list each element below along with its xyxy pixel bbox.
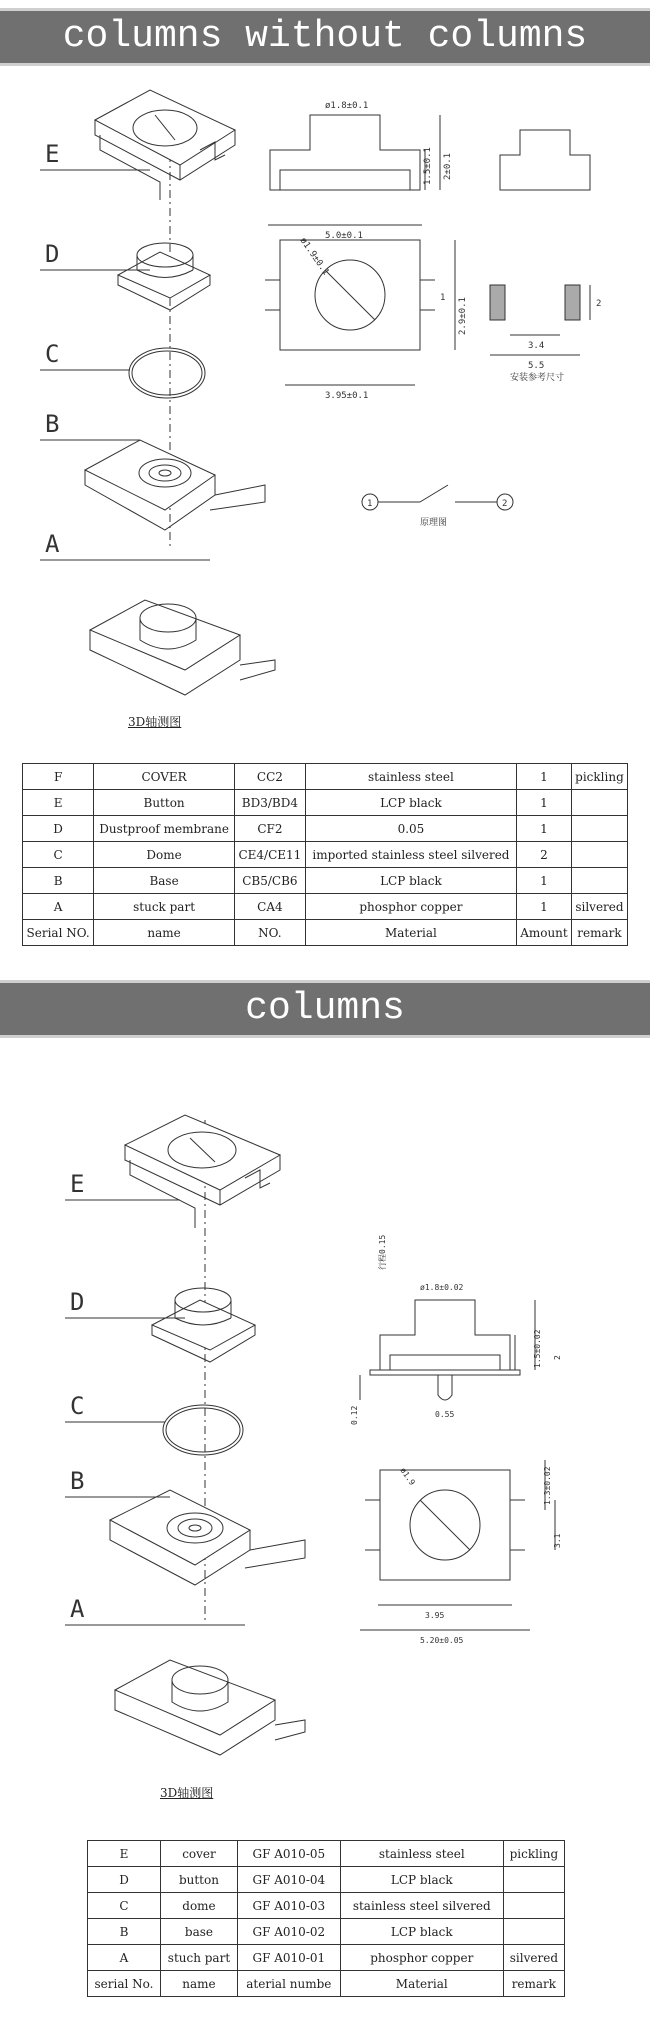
table-row bbox=[23, 894, 628, 920]
table-cell: LCP black bbox=[340, 1867, 503, 1893]
table-cell: aterial numbe bbox=[237, 1971, 340, 1997]
pin-label: 1 bbox=[367, 499, 373, 509]
table-cell: phosphor copper bbox=[340, 1945, 503, 1971]
dim-label: 3.4 bbox=[528, 341, 545, 351]
table-cell: 1 bbox=[517, 764, 572, 790]
install-label: 安装参考尺寸 bbox=[510, 373, 565, 383]
pin-label: 2 bbox=[502, 499, 508, 509]
part-label-b: B bbox=[45, 410, 60, 438]
table-cell: cover bbox=[161, 1841, 238, 1867]
table-cell bbox=[503, 1919, 564, 1945]
table-cell: dome bbox=[161, 1893, 238, 1919]
table-row bbox=[88, 1841, 565, 1867]
part-label-d: D bbox=[70, 1288, 85, 1316]
dim-label: 1.3±0.02 bbox=[543, 1466, 552, 1505]
dim-label: 5.0±0.1 bbox=[325, 231, 363, 241]
table-cell: 1 bbox=[517, 816, 572, 842]
table-cell: Dustproof membrane bbox=[94, 816, 235, 842]
table-cell: D bbox=[88, 1867, 161, 1893]
table-cell: Dome bbox=[94, 842, 235, 868]
table-cell: GF A010-05 bbox=[237, 1841, 340, 1867]
table-cell: phosphor copper bbox=[305, 894, 516, 920]
table-row bbox=[88, 1867, 565, 1893]
exploded-diagram-1 bbox=[0, 70, 650, 750]
part-label-c: C bbox=[70, 1392, 85, 1420]
dim-label: 5.20±0.05 bbox=[420, 1636, 464, 1645]
table-cell: Serial NO. bbox=[23, 920, 94, 946]
table-cell: GF A010-04 bbox=[237, 1867, 340, 1893]
table-row bbox=[23, 816, 628, 842]
part-label-e: E bbox=[70, 1170, 85, 1198]
table-cell: LCP black bbox=[305, 868, 516, 894]
table-cell bbox=[503, 1867, 564, 1893]
dim-label: ø1.8±0.1 bbox=[325, 101, 369, 111]
table-cell: CF2 bbox=[234, 816, 305, 842]
figure-caption: 3D轴测图 bbox=[128, 715, 182, 729]
table-row bbox=[88, 1893, 565, 1919]
table-cell: GF A010-03 bbox=[237, 1893, 340, 1919]
part-label-a: A bbox=[70, 1595, 85, 1623]
table-cell: pickling bbox=[571, 764, 627, 790]
table-cell: E bbox=[23, 790, 94, 816]
dim-label: 2 bbox=[596, 299, 602, 309]
table-cell: 1 bbox=[517, 894, 572, 920]
table-cell: B bbox=[23, 868, 94, 894]
section-title-banner bbox=[0, 8, 650, 66]
table-cell: Material bbox=[340, 1971, 503, 1997]
dim-label: 0.12 bbox=[350, 1405, 359, 1425]
table-cell: pickling bbox=[503, 1841, 564, 1867]
table-cell: 2 bbox=[517, 842, 572, 868]
parts-table bbox=[22, 763, 628, 946]
table-row bbox=[88, 1945, 565, 1971]
table-cell: stuch part bbox=[161, 1945, 238, 1971]
table-cell: stainless steel bbox=[340, 1841, 503, 1867]
table-cell: A bbox=[88, 1945, 161, 1971]
dim-label: 1.5±0.02 bbox=[533, 1329, 542, 1368]
table-cell: serial No. bbox=[88, 1971, 161, 1997]
dim-label: 2.9±0.1 bbox=[458, 297, 468, 335]
table-cell: Button bbox=[94, 790, 235, 816]
table-cell bbox=[571, 868, 627, 894]
table-cell: GF A010-01 bbox=[237, 1945, 340, 1971]
table-row bbox=[23, 764, 628, 790]
table-cell bbox=[571, 842, 627, 868]
parts-table bbox=[87, 1840, 565, 1997]
dim-label: ø1.9±0.1 bbox=[297, 235, 331, 278]
part-label-e: E bbox=[45, 140, 60, 168]
figure-caption: 3D轴测图 bbox=[160, 1786, 214, 1800]
table-cell: imported stainless steel silvered bbox=[305, 842, 516, 868]
table-cell: CC2 bbox=[234, 764, 305, 790]
table-row bbox=[23, 842, 628, 868]
table-cell: COVER bbox=[94, 764, 235, 790]
table-cell: 1 bbox=[517, 790, 572, 816]
table-row bbox=[88, 1971, 565, 1997]
table-cell: base bbox=[161, 1919, 238, 1945]
table-cell: remark bbox=[571, 920, 627, 946]
table-cell: F bbox=[23, 764, 94, 790]
table-cell: stainless steel silvered bbox=[340, 1893, 503, 1919]
dim-label: 1 bbox=[440, 293, 446, 303]
table-cell: Amount bbox=[517, 920, 572, 946]
exploded-diagram-2 bbox=[60, 1100, 610, 1800]
table-cell: 0.05 bbox=[305, 816, 516, 842]
dim-label: 3.95±0.1 bbox=[325, 391, 369, 401]
dim-label: 0.55 bbox=[435, 1410, 455, 1419]
table-cell: BD3/BD4 bbox=[234, 790, 305, 816]
table-row bbox=[23, 790, 628, 816]
table-cell: silvered bbox=[503, 1945, 564, 1971]
dim-label: ø1.8±0.02 bbox=[420, 1283, 464, 1292]
table-cell: B bbox=[88, 1919, 161, 1945]
dim-label: 3.95 bbox=[425, 1611, 445, 1620]
table-cell: GF A010-02 bbox=[237, 1919, 340, 1945]
table-row bbox=[23, 920, 628, 946]
dim-label: 5.5 bbox=[528, 361, 545, 371]
part-label-d: D bbox=[45, 240, 60, 268]
dim-label: 3.1 bbox=[553, 1533, 562, 1548]
part-label-b: B bbox=[70, 1467, 85, 1495]
table-cell: name bbox=[94, 920, 235, 946]
table-row bbox=[23, 868, 628, 894]
table-cell: name bbox=[161, 1971, 238, 1997]
table-cell: C bbox=[88, 1893, 161, 1919]
dim-label: 2±0.1 bbox=[443, 152, 453, 180]
table-cell bbox=[571, 816, 627, 842]
table-cell: LCP black bbox=[340, 1919, 503, 1945]
table-cell bbox=[503, 1893, 564, 1919]
table-cell: NO. bbox=[234, 920, 305, 946]
table-row bbox=[88, 1919, 565, 1945]
table-cell: 1 bbox=[517, 868, 572, 894]
part-label-c: C bbox=[45, 340, 60, 368]
table-cell: LCP black bbox=[305, 790, 516, 816]
dim-label: 行程0.15 bbox=[378, 1234, 387, 1270]
table-cell: D bbox=[23, 816, 94, 842]
table-cell: A bbox=[23, 894, 94, 920]
table-cell: stuck part bbox=[94, 894, 235, 920]
table-cell: button bbox=[161, 1867, 238, 1893]
table-cell: remark bbox=[503, 1971, 564, 1997]
principle-label: 原理图 bbox=[420, 518, 448, 528]
section-title: columns without columns bbox=[62, 15, 588, 58]
table-cell: silvered bbox=[571, 894, 627, 920]
table-cell: E bbox=[88, 1841, 161, 1867]
table-cell bbox=[571, 790, 627, 816]
dim-label: ø1.9 bbox=[398, 1465, 417, 1487]
table-cell: Material bbox=[305, 920, 516, 946]
table-cell: Base bbox=[94, 868, 235, 894]
dim-label: 1.5±0.1 bbox=[423, 147, 433, 185]
part-label-a: A bbox=[45, 530, 60, 558]
section-title-banner bbox=[0, 980, 650, 1038]
section-title: columns bbox=[245, 987, 405, 1030]
table-cell: C bbox=[23, 842, 94, 868]
table-cell: stainless steel bbox=[305, 764, 516, 790]
table-cell: CA4 bbox=[234, 894, 305, 920]
dim-label: 2 bbox=[553, 1355, 562, 1360]
table-cell: CB5/CB6 bbox=[234, 868, 305, 894]
table-cell: CE4/CE11 bbox=[234, 842, 305, 868]
